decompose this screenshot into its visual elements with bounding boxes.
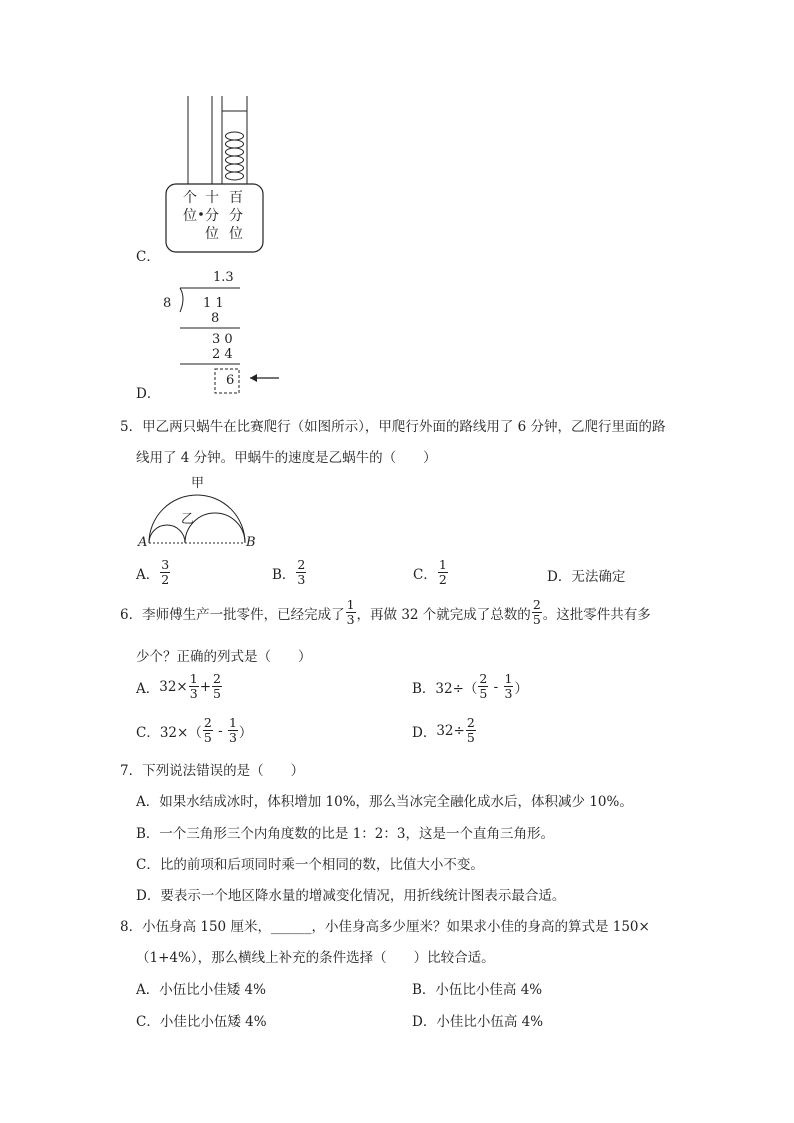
q7-option-d[interactable]: D．要表示一个地区降水量的增减变化情况，用折线统计图表示最合适。 <box>136 888 566 904</box>
q8-option-b[interactable]: B．小伍比小佳高 4% <box>412 982 543 998</box>
division-step3: 2 4 <box>212 347 233 362</box>
q6-option-d[interactable]: D． 32÷ $\frac{2}{5}$ <box>412 715 475 745</box>
q5-option-b[interactable] <box>272 558 307 587</box>
q8-option-c[interactable]: C．小佳比小伍矮 4% <box>136 1014 267 1030</box>
q5-option-d[interactable] <box>547 565 625 585</box>
q6-text-line2: 少个？正确的列式是（ ） <box>136 649 312 665</box>
fraction-one-third: $\frac{1}{3}$ <box>346 597 355 627</box>
q6-option-a[interactable]: A． 32× $\frac{1}{3}$ + $\frac{2}{5}$ <box>136 671 221 701</box>
fraction: $\frac{2}{3}$ <box>297 557 306 587</box>
abacus-beads <box>226 132 244 180</box>
q5-text-line1: 5．甲乙两只蜗牛在比赛爬行（如图所示），甲爬行外面的路线用了 6 分钟，乙爬行里面的路 <box>120 419 666 435</box>
q8-text-line1: 8．小伍身高 150 厘米，______，小佳身高多少厘米？如果求小佳的身高的算式是 150× <box>120 919 650 935</box>
division-step2: 3 0 <box>212 332 233 347</box>
option-label: D． <box>547 569 572 585</box>
division-step1: 8 <box>211 311 220 326</box>
fraction: $\frac{3}{2}$ <box>161 557 170 587</box>
q5-text-line2: 线用了 4 分钟。甲蜗牛的速度是乙蜗牛的（ ） <box>136 450 437 466</box>
abacus-col3: 百 分 位 <box>229 190 243 242</box>
q8-option-a[interactable]: A．小伍比小佳矮 4% <box>136 982 266 998</box>
fraction: $\frac{1}{2}$ <box>438 557 447 587</box>
q6-option-b[interactable]: B． 32÷（ $\frac{2}{5}$ - $\frac{1}{3}$ ） <box>412 671 528 701</box>
q8-option-d[interactable]: D．小佳比小伍高 4% <box>412 1014 544 1030</box>
figure-label-inner: 乙 <box>181 512 195 527</box>
q5-option-a[interactable] <box>136 558 171 587</box>
figure-label-outer: 甲 <box>191 476 205 491</box>
q4-option-d-label: D． <box>136 386 161 402</box>
division-remainder: 6 <box>226 373 235 388</box>
q7-option-b[interactable]: B．一个三角形三个内角度数的比是 1：2：3，这是一个直角三角形。 <box>136 826 554 842</box>
q6-text-line1: 6．李师傅生产一批零件，已经完成了 $\frac{1}{3}$ ，再做 32 个就完成了总数的 $\frac{2}{5}$ 。这批零件共有多 <box>120 597 651 627</box>
division-quotient: 1.3 <box>213 270 234 285</box>
q5-option-c[interactable] <box>413 558 449 587</box>
figure-point-a: A <box>138 535 148 550</box>
option-label: A． <box>136 566 160 583</box>
abacus-col1: 个 位 <box>183 190 197 224</box>
fraction-two-fifths: $\frac{2}{5}$ <box>532 597 541 627</box>
q7-option-c[interactable]: C．比的前项和后项同时乘一个相同的数，比值大小不变。 <box>136 857 484 873</box>
q6-option-c[interactable]: C． 32×（ $\frac{2}{5}$ - $\frac{1}{3}$ ） <box>136 715 253 745</box>
fill-blank: ______ <box>270 919 312 935</box>
division-dividend: 1 1 <box>203 296 224 311</box>
q7-text: 7．下列说法错误的是（ ） <box>120 763 305 779</box>
option-label: C． <box>413 566 437 583</box>
decimal-point <box>199 212 203 216</box>
q4-option-c-label: C． <box>136 249 160 265</box>
division-divisor: 8 <box>163 296 172 311</box>
abacus-col2: 十 分 位 <box>205 190 219 242</box>
figure-point-b: B <box>246 535 256 550</box>
option-label: B． <box>272 566 296 583</box>
division-figure <box>155 266 290 396</box>
q8-text-line2: （1+4%），那么横线上补充的条件选择（ ）比较合适。 <box>136 950 495 966</box>
q7-option-a[interactable]: A．如果水结成冰时，体积增加 10%，那么当冰完全融化成水后，体积减少 10%。 <box>136 794 633 810</box>
option-text: 无法确定 <box>571 569 626 585</box>
